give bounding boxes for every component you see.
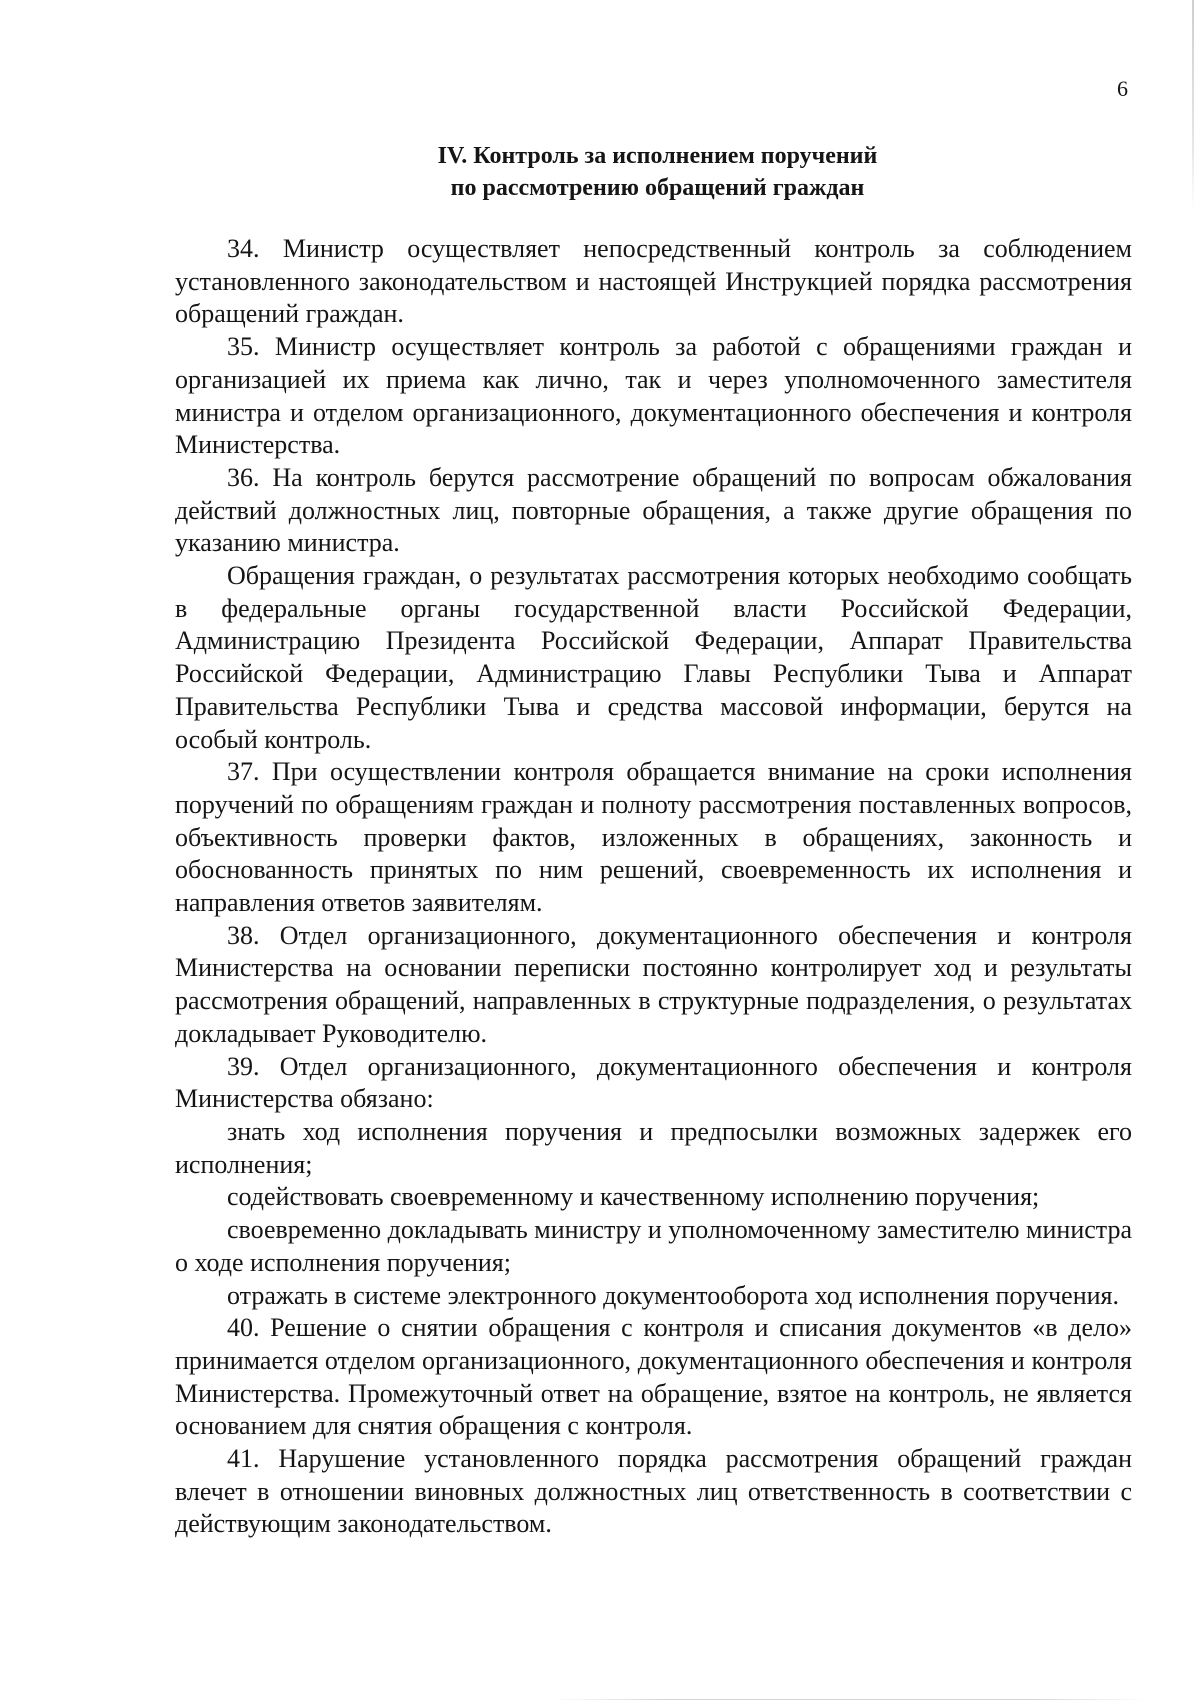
section-heading-line-1: IV. Контроль за исполнением поручений (437, 143, 878, 169)
paragraph-35: 35. Министр осуществляет контроль за работой с обращениями граждан и организацией их приема как лично, так и через уполномоченного заместителя министра и отделом организационного, документационного обеспечения и контроля Министерства. (175, 332, 1132, 460)
paragraph-36-special-control: Обращения граждан, о результатах рассмотрения которых необходимо сообщать в федеральные органы государственной власти Российской Федерации, Администрацию Президента Российской Федерации, Аппарат Правительства Российской Федерации, Администрацию Главы Республики Тыва и Аппарат Правительства Республики Тыва и средства массовой информации, берутся на особый контроль. (175, 561, 1132, 754)
scan-edge-artifact (1192, 0, 1194, 210)
paragraph-36: 36. На контроль берутся рассмотрение обращений по вопросам обжалования действий должностных лиц, повторные обращения, а также другие обращения по указанию министра. (175, 462, 1132, 558)
paragraph-39-duty-4: отражать в системе электронного документооборота ход исполнения поручения. (227, 1280, 1119, 1310)
paragraph-41: 41. Нарушение установленного порядка рассмотрения обращений граждан влечет в отношении виновных должностных лиц ответственность в соответствии с действующим законодательством. (175, 1444, 1132, 1539)
paragraph-37: 37. При осуществлении контроля обращается внимание на сроки исполнения поручений по обращениям граждан и полноту рассмотрения поставленных вопросов, объективность проверки фактов, изложенных в обращениях, законность и обоснованность принятых по ним решений, своевременность их исполнения и направления ответов заявителям. (175, 757, 1132, 918)
paragraph-39-duty-2: содействовать своевременному и качественному исполнению поручения; (227, 1182, 1040, 1212)
scan-bottom-artifact (550, 1699, 1150, 1700)
section-body (175, 233, 1132, 1541)
paragraph-38: 38. Отдел организационного, документационного обеспечения и контроля Министерства на основании переписки постоянно контролирует ход и результаты рассмотрения обращений, направленных в структурные подразделения, о результатах докладывает Руководителю. (175, 920, 1132, 1048)
section-heading (175, 140, 1140, 204)
paragraph-39-duty-1: знать ход исполнения поручения и предпосылки возможных задержек его исполнения; (175, 1116, 1132, 1179)
paragraph-39-duty-3: своевременно докладывать министру и уполномоченному заместителю министра о ходе исполнения поручения; (175, 1215, 1132, 1277)
paragraph-34: 34. Министр осуществляет непосредственный контроль за соблюдением установленного законодательством и настоящей Инструкцией порядка рассмотрения обращений граждан. (175, 234, 1132, 329)
section-heading-line-2: по рассмотрению обращений граждан (450, 175, 865, 201)
paragraph-39: 39. Отдел организационного, документационного обеспечения и контроля Министерства обязано: (175, 1051, 1132, 1114)
page-number: 6 (1117, 76, 1128, 101)
paragraph-40: 40. Решение о снятии обращения с контроля и списания документов «в дело» принимается отделом организационного, документационного обеспечения и контроля Министерства. Промежуточный ответ на обращение, взятое на контроль, не является основанием для снятия обращения с контроля. (175, 1313, 1132, 1441)
